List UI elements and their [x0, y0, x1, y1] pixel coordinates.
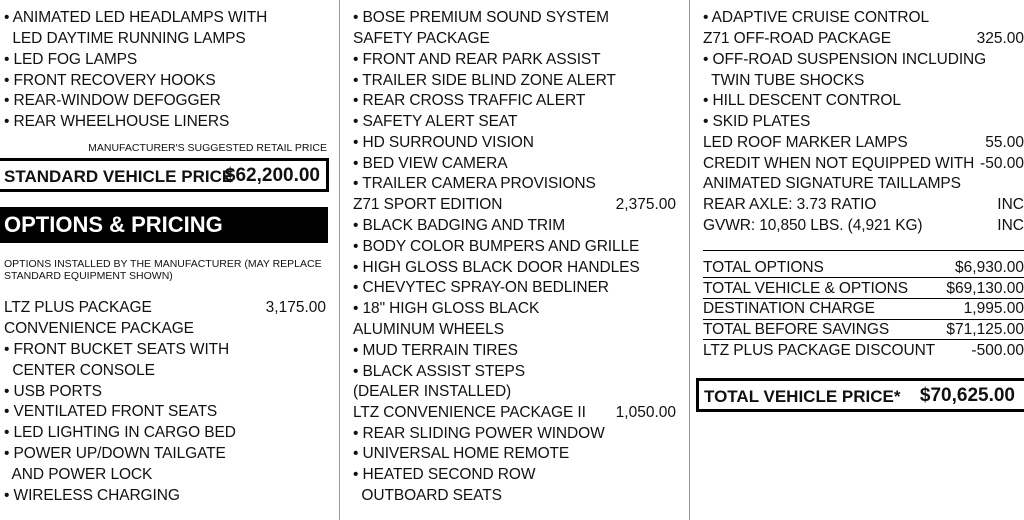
option-price: INC — [997, 196, 1024, 213]
feature-line: • FRONT BUCKET SEATS WITH — [4, 341, 230, 358]
totals-label: TOTAL VEHICLE & OPTIONS — [703, 280, 908, 297]
feature-line: TWIN TUBE SHOCKS — [703, 72, 865, 89]
feature-line: • ANIMATED LED HEADLAMPS WITH — [4, 9, 268, 26]
option-price: INC — [997, 217, 1024, 234]
feature-line: LED DAYTIME RUNNING LAMPS — [4, 30, 246, 47]
feature-line: SAFETY PACKAGE — [353, 30, 490, 47]
option-name: CREDIT WHEN NOT EQUIPPED WITH — [703, 155, 975, 172]
totals-value: 1,995.00 — [963, 300, 1024, 317]
totals-rule — [703, 339, 1024, 340]
feature-line: • OFF-ROAD SUSPENSION INCLUDING — [703, 51, 987, 68]
package-name: LTZ CONVENIENCE PACKAGE II — [353, 404, 586, 421]
total-price-box — [696, 378, 1024, 412]
totals-value: -500.00 — [971, 342, 1024, 359]
feature-line: • MUD TERRAIN TIRES — [353, 342, 518, 359]
feature-line: • CHEVYTEC SPRAY-ON BEDLINER — [353, 279, 609, 296]
feature-line: • HEATED SECOND ROW — [353, 466, 536, 483]
feature-line: • BODY COLOR BUMPERS AND GRILLE — [353, 238, 640, 255]
total-price-value: $70,625.00 — [919, 385, 1015, 406]
column-divider — [339, 0, 340, 520]
total-price-label: TOTAL VEHICLE PRICE* — [704, 387, 901, 406]
option-price: -50.00 — [980, 155, 1024, 172]
feature-line: • BOSE PREMIUM SOUND SYSTEM — [353, 9, 609, 26]
feature-line: ANIMATED SIGNATURE TAILLAMPS — [703, 175, 961, 192]
feature-line: • WIRELESS CHARGING — [4, 487, 180, 504]
totals-label: TOTAL BEFORE SAVINGS — [703, 321, 890, 338]
totals-value: $71,125.00 — [946, 321, 1024, 338]
totals-label: LTZ PLUS PACKAGE DISCOUNT — [703, 342, 936, 359]
feature-line: • HILL DESCENT CONTROL — [703, 92, 901, 109]
feature-line: (DEALER INSTALLED) — [353, 383, 512, 400]
feature-line: • USB PORTS — [4, 383, 102, 400]
column-divider — [689, 0, 690, 520]
package-price: 325.00 — [976, 30, 1024, 47]
feature-line: AND POWER LOCK — [4, 466, 153, 483]
feature-line: • FRONT RECOVERY HOOKS — [4, 72, 216, 89]
feature-line: • HD SURROUND VISION — [353, 134, 534, 151]
option-name: REAR AXLE: 3.73 RATIO — [703, 196, 877, 213]
package-name: Z71 OFF-ROAD PACKAGE — [703, 30, 892, 47]
feature-line: • HIGH GLOSS BLACK DOOR HANDLES — [353, 259, 640, 276]
totals-label: DESTINATION CHARGE — [703, 300, 875, 317]
standard-price-label: STANDARD VEHICLE PRICE — [4, 167, 234, 186]
feature-line: • SAFETY ALERT SEAT — [353, 113, 518, 130]
feature-line: • LED FOG LAMPS — [4, 51, 138, 68]
feature-line: CONVENIENCE PACKAGE — [4, 320, 194, 337]
feature-line: • BLACK BADGING AND TRIM — [353, 217, 566, 234]
option-name: GVWR: 10,850 LBS. (4,921 KG) — [703, 217, 923, 234]
feature-line: ALUMINUM WHEELS — [353, 321, 504, 338]
totals-value: $69,130.00 — [946, 280, 1024, 297]
feature-line: • REAR-WINDOW DEFOGGER — [4, 92, 221, 109]
totals-rule — [703, 277, 1024, 278]
feature-line: • REAR WHEELHOUSE LINERS — [4, 113, 230, 130]
package-name: Z71 SPORT EDITION — [353, 196, 503, 213]
package-name: LTZ PLUS PACKAGE — [4, 299, 152, 316]
feature-line: CENTER CONSOLE — [4, 362, 155, 379]
feature-line: • REAR CROSS TRAFFIC ALERT — [353, 92, 586, 109]
options-pricing-banner: OPTIONS & PRICING — [0, 207, 328, 243]
package-price: 3,175.00 — [265, 299, 326, 316]
feature-line: • ADAPTIVE CRUISE CONTROL — [703, 9, 929, 26]
feature-line: • REAR SLIDING POWER WINDOW — [353, 425, 605, 442]
option-name: LED ROOF MARKER LAMPS — [703, 134, 908, 151]
package-price: 2,375.00 — [615, 196, 676, 213]
installed-note: OPTIONS INSTALLED BY THE MANUFACTURER (MAY REPLACE — [4, 258, 322, 270]
feature-line: • TRAILER SIDE BLIND ZONE ALERT — [353, 72, 616, 89]
totals-divider — [703, 250, 1024, 251]
feature-line: • 18" HIGH GLOSS BLACK — [353, 300, 540, 317]
option-price: 55.00 — [985, 134, 1024, 151]
installed-note: STANDARD EQUIPMENT SHOWN) — [4, 270, 173, 282]
feature-line: • VENTILATED FRONT SEATS — [4, 403, 218, 420]
feature-line: • POWER UP/DOWN TAILGATE — [4, 445, 226, 462]
standard-price-value: $62,200.00 — [224, 165, 320, 186]
feature-line: OUTBOARD SEATS — [353, 487, 502, 504]
feature-line: • UNIVERSAL HOME REMOTE — [353, 445, 570, 462]
feature-line: • BED VIEW CAMERA — [353, 155, 508, 172]
msrp-caption: MANUFACTURER'S SUGGESTED RETAIL PRICE — [88, 142, 327, 154]
feature-line: • LED LIGHTING IN CARGO BED — [4, 424, 236, 441]
package-price: 1,050.00 — [615, 404, 676, 421]
totals-value: $6,930.00 — [955, 259, 1024, 276]
totals-label: TOTAL OPTIONS — [703, 259, 824, 276]
standard-price-box — [0, 158, 329, 192]
feature-line: • BLACK ASSIST STEPS — [353, 363, 525, 380]
feature-line: • SKID PLATES — [703, 113, 811, 130]
feature-line: • FRONT AND REAR PARK ASSIST — [353, 51, 601, 68]
feature-line: • TRAILER CAMERA PROVISIONS — [353, 175, 596, 192]
